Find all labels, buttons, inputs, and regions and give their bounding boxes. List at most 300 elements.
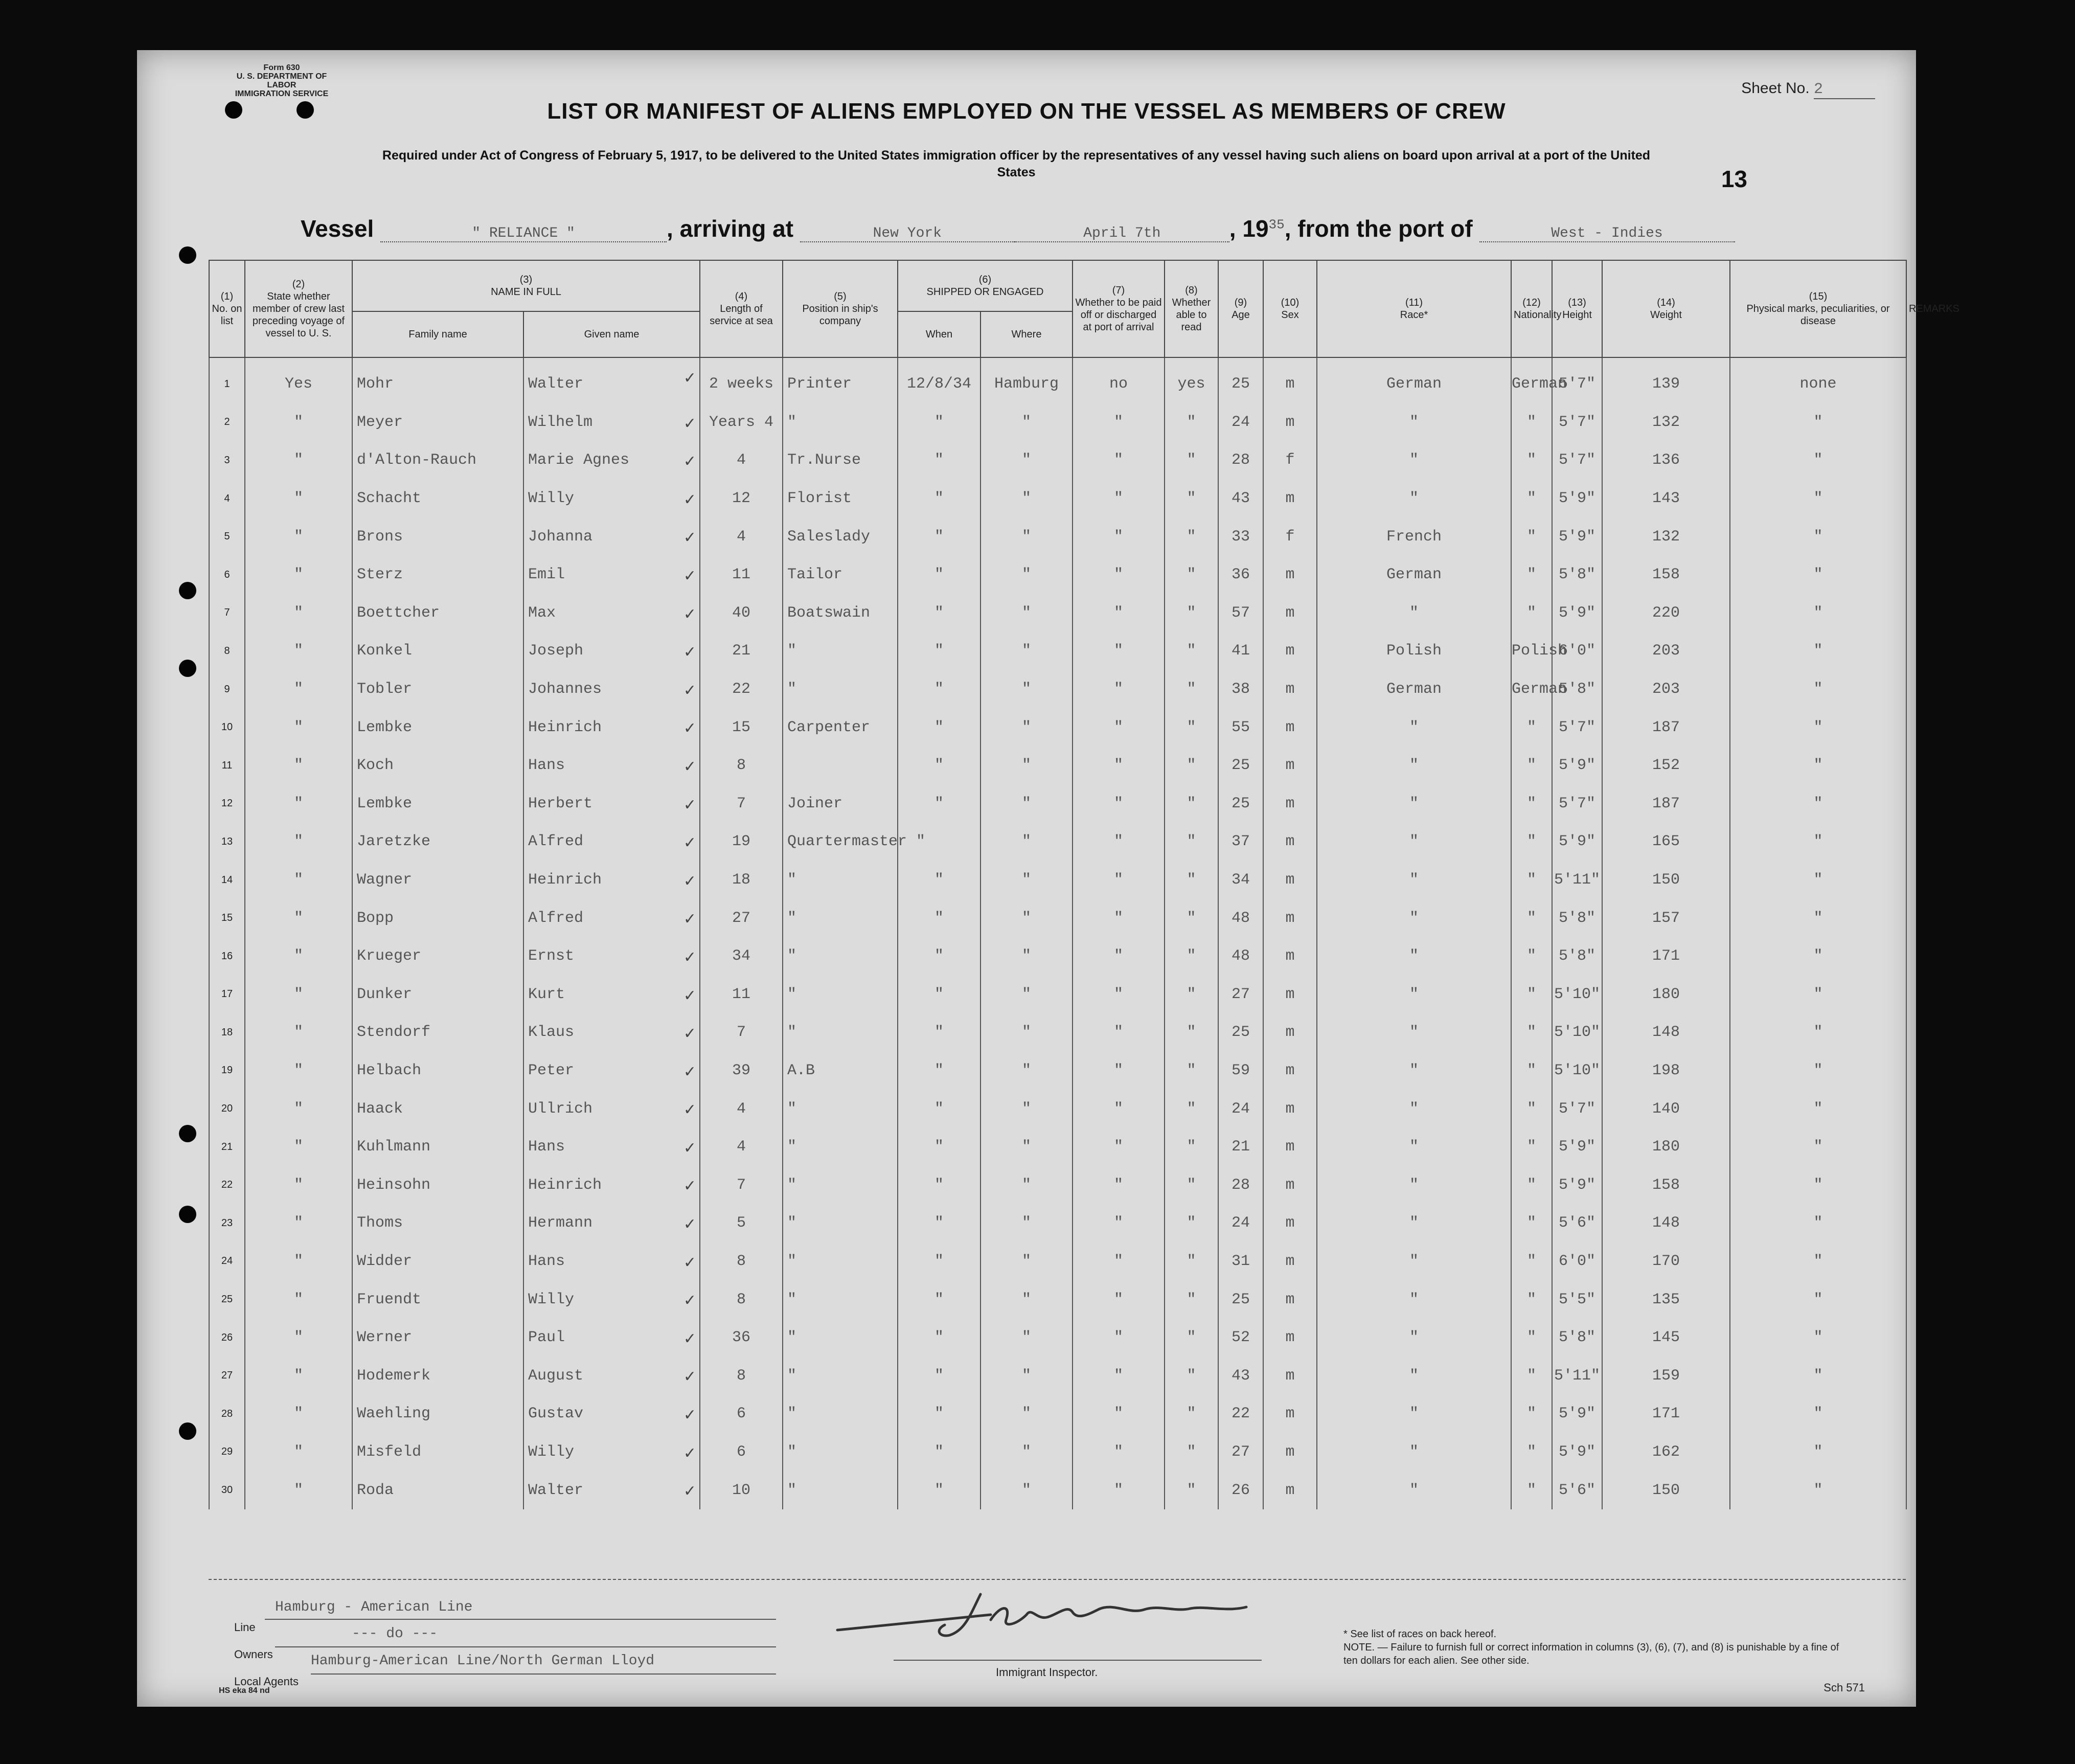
when-cell: "	[898, 480, 981, 518]
where-cell: "	[981, 670, 1073, 709]
family-cell: Jaretzke	[352, 823, 523, 861]
age-cell: 34	[1218, 861, 1263, 899]
family-cell: Heinsohn	[352, 1166, 523, 1204]
height-cell: 5'8"	[1552, 937, 1602, 976]
nationality-cell: "	[1511, 1090, 1552, 1128]
nationality-cell: "	[1511, 1280, 1552, 1319]
penalty-note: NOTE. — Failure to furnish full or correct information in columns (3), (6), (7), and (8) is punishable by a fine of ten dollars for each alien. See other side.	[1343, 1642, 1839, 1666]
table-header: (1) No. on list (2) State whether member of crew last preceding voyage of vessel to U. S. (3) NAME IN FULL (4) Length of service at sea (5) Position in ship's company (6) SHIPPED OR ENGAGED (7) Whether to be paid off or discharged at port of arrival (8) Whether able to read (9) Age (10) Sex (11) Race* (12) Nationality (13) Height (14) Weight (15) Physical marks, peculiarities, or disease REMARKS Family name Given name When Where	[209, 260, 1906, 357]
service-cell: 39	[700, 1052, 783, 1090]
prev-cell: "	[245, 747, 352, 785]
no-cell: 11	[209, 747, 245, 785]
family-cell: Widder	[352, 1242, 523, 1281]
position-cell: "	[783, 1471, 898, 1509]
sex-cell: m	[1263, 670, 1317, 709]
service-cell: 18	[700, 861, 783, 899]
family-cell: Tobler	[352, 670, 523, 709]
when-cell: "	[898, 1356, 981, 1395]
given-cell: Herbert ✓	[523, 785, 700, 823]
family-cell: Mohr	[352, 357, 523, 403]
given-cell: Wilhelm ✓	[523, 403, 700, 442]
sheet-label: Sheet No.	[1741, 80, 1810, 97]
weight-cell: 150	[1602, 861, 1730, 899]
table-row	[209, 632, 1906, 670]
prev-cell: "	[245, 1242, 352, 1281]
position-cell: "	[783, 670, 898, 709]
table-row	[209, 1319, 1906, 1357]
paid-cell: "	[1073, 1242, 1165, 1281]
given-cell: Marie Agnes ✓	[523, 441, 700, 480]
year-prefix: , 19	[1229, 215, 1269, 242]
age-cell: 25	[1218, 1280, 1263, 1319]
paid-cell: "	[1073, 1356, 1165, 1395]
when-cell: "	[898, 1319, 981, 1357]
service-cell: 7	[700, 1166, 783, 1204]
no-cell: 26	[209, 1319, 245, 1357]
service-cell: 19	[700, 823, 783, 861]
where-cell: "	[981, 1280, 1073, 1319]
family-cell: Schacht	[352, 480, 523, 518]
inspector-underline	[894, 1660, 1262, 1661]
given-cell: Hermann ✓	[523, 1204, 700, 1242]
nationality-cell: "	[1511, 441, 1552, 480]
family-cell: Fruendt	[352, 1280, 523, 1319]
agents-value: Hamburg-American Line/North German Lloyd	[311, 1653, 655, 1669]
position-cell: "	[783, 1395, 898, 1433]
prev-cell: "	[245, 1052, 352, 1090]
position-cell: Carpenter	[783, 708, 898, 747]
table-row	[209, 517, 1906, 556]
service-cell: 11	[700, 976, 783, 1014]
weight-cell: 150	[1602, 1471, 1730, 1509]
paid-cell: "	[1073, 670, 1165, 709]
check-mark-icon: ✓	[683, 1139, 696, 1157]
given-cell: Joseph ✓	[523, 632, 700, 670]
when-cell: "	[898, 708, 981, 747]
inspector-label: Immigrant Inspector.	[996, 1666, 1098, 1679]
sheet-number	[1741, 80, 1875, 99]
when-cell: "	[898, 1090, 981, 1128]
col-header-service: (4) Length of service at sea	[700, 260, 783, 357]
punch-hole	[225, 101, 242, 119]
paid-cell: "	[1073, 823, 1165, 861]
weight-cell: 171	[1602, 937, 1730, 976]
marks-cell: "	[1730, 1166, 1906, 1204]
given-cell: Ernst ✓	[523, 937, 700, 976]
service-cell: 4	[700, 1128, 783, 1166]
table-row	[209, 441, 1906, 480]
inspector-signature	[827, 1584, 1318, 1645]
weight-cell: 180	[1602, 1128, 1730, 1166]
table-row	[209, 556, 1906, 594]
race-cell: "	[1317, 1204, 1511, 1242]
nationality-cell: "	[1511, 823, 1552, 861]
age-cell: 55	[1218, 708, 1263, 747]
paid-cell: "	[1073, 480, 1165, 518]
age-cell: 27	[1218, 976, 1263, 1014]
height-cell: 5'7"	[1552, 708, 1602, 747]
when-cell: "	[898, 1166, 981, 1204]
sex-cell: m	[1263, 1433, 1317, 1472]
weight-cell: 158	[1602, 1166, 1730, 1204]
when-cell: "	[898, 1433, 981, 1472]
marks-cell: "	[1730, 1128, 1906, 1166]
prev-cell: "	[245, 1013, 352, 1052]
family-cell: Bopp	[352, 899, 523, 937]
when-cell: "	[898, 556, 981, 594]
height-cell: 5'7"	[1552, 441, 1602, 480]
when-cell: "	[898, 670, 981, 709]
no-cell: 8	[209, 632, 245, 670]
table-row	[209, 747, 1906, 785]
paid-cell: "	[1073, 747, 1165, 785]
service-cell: 8	[700, 1242, 783, 1281]
table-row	[209, 937, 1906, 976]
paid-cell: no	[1073, 357, 1165, 403]
height-cell: 5'10"	[1552, 1013, 1602, 1052]
service-cell: 4	[700, 517, 783, 556]
marks-cell: "	[1730, 1471, 1906, 1509]
age-cell: 22	[1218, 1395, 1263, 1433]
age-cell: 48	[1218, 937, 1263, 976]
race-cell: "	[1317, 403, 1511, 442]
crew-table	[209, 260, 1959, 1509]
where-cell: "	[981, 1319, 1073, 1357]
service-cell: 8	[700, 1356, 783, 1395]
race-cell: "	[1317, 1395, 1511, 1433]
read-cell: "	[1165, 403, 1218, 442]
nationality-cell: "	[1511, 1242, 1552, 1281]
service-name: IMMIGRATION SERVICE	[235, 89, 329, 98]
no-cell: 30	[209, 1471, 245, 1509]
table-row	[209, 1433, 1906, 1472]
prev-cell: "	[245, 976, 352, 1014]
when-cell: "	[898, 747, 981, 785]
given-cell: August ✓	[523, 1356, 700, 1395]
table-row	[209, 1204, 1906, 1242]
prev-cell: Yes	[245, 357, 352, 403]
where-cell: "	[981, 632, 1073, 670]
weight-cell: 145	[1602, 1319, 1730, 1357]
no-cell: 13	[209, 823, 245, 861]
service-cell: 5	[700, 1204, 783, 1242]
family-cell: Werner	[352, 1319, 523, 1357]
paid-cell: "	[1073, 441, 1165, 480]
height-cell: 5'10"	[1552, 1052, 1602, 1090]
no-cell: 19	[209, 1052, 245, 1090]
read-cell: "	[1165, 1052, 1218, 1090]
prev-cell: "	[245, 594, 352, 632]
prev-cell: "	[245, 403, 352, 442]
position-cell: Boatswain	[783, 594, 898, 632]
footnote	[1343, 1627, 1855, 1667]
weight-cell: 143	[1602, 480, 1730, 518]
owners-label: Owners	[234, 1648, 273, 1661]
position-cell: "	[783, 861, 898, 899]
when-cell: "	[898, 1128, 981, 1166]
form-code: HS eka 84 nd	[219, 1686, 270, 1695]
sheet-number-value: 2	[1814, 81, 1875, 99]
check-mark-icon: ✓	[683, 1482, 696, 1501]
given-cell: Heinrich ✓	[523, 708, 700, 747]
table-row	[209, 403, 1906, 442]
position-cell: Saleslady	[783, 517, 898, 556]
from-port-label: , from the port of	[1284, 215, 1473, 242]
sex-cell: m	[1263, 1242, 1317, 1281]
position-cell: Printer	[783, 357, 898, 403]
height-cell: 5'9"	[1552, 480, 1602, 518]
when-cell: "	[898, 1013, 981, 1052]
prev-cell: "	[245, 1204, 352, 1242]
marks-cell: "	[1730, 937, 1906, 976]
race-cell: "	[1317, 1433, 1511, 1472]
height-cell: 5'6"	[1552, 1471, 1602, 1509]
height-cell: 5'9"	[1552, 1128, 1602, 1166]
service-cell: 10	[700, 1471, 783, 1509]
prev-cell: "	[245, 823, 352, 861]
race-cell: "	[1317, 861, 1511, 899]
given-cell: Alfred ✓	[523, 823, 700, 861]
family-cell: Koch	[352, 747, 523, 785]
given-cell: Willy ✓	[523, 480, 700, 518]
weight-cell: 159	[1602, 1356, 1730, 1395]
read-cell: "	[1165, 594, 1218, 632]
family-cell: Lembke	[352, 785, 523, 823]
paid-cell: "	[1073, 899, 1165, 937]
sex-cell: m	[1263, 861, 1317, 899]
height-cell: 5'7"	[1552, 403, 1602, 442]
prev-cell: "	[245, 1471, 352, 1509]
where-cell: "	[981, 861, 1073, 899]
table-row	[209, 1166, 1906, 1204]
given-cell: Klaus ✓	[523, 1013, 700, 1052]
paid-cell: "	[1073, 1090, 1165, 1128]
nationality-cell: "	[1511, 517, 1552, 556]
family-cell: Krueger	[352, 937, 523, 976]
no-cell: 1	[209, 357, 245, 403]
weight-cell: 180	[1602, 976, 1730, 1014]
position-cell: "	[783, 1090, 898, 1128]
position-cell	[783, 747, 898, 785]
position-cell: "	[783, 1204, 898, 1242]
prev-cell: "	[245, 861, 352, 899]
nationality-cell: "	[1511, 556, 1552, 594]
paid-cell: "	[1073, 785, 1165, 823]
where-cell: "	[981, 403, 1073, 442]
marks-cell: "	[1730, 556, 1906, 594]
marks-cell: "	[1730, 632, 1906, 670]
position-cell: "	[783, 1166, 898, 1204]
line-underline	[265, 1619, 776, 1620]
weight-cell: 136	[1602, 441, 1730, 480]
arriving-port: New York	[800, 225, 1015, 242]
table-body	[209, 357, 1906, 1509]
check-mark-icon: ✓	[683, 490, 696, 509]
prev-cell: "	[245, 1356, 352, 1395]
table-row	[209, 861, 1906, 899]
nationality-cell: "	[1511, 1052, 1552, 1090]
check-mark-icon: ✓	[683, 1025, 696, 1043]
nationality-cell: "	[1511, 1319, 1552, 1357]
read-cell: "	[1165, 441, 1218, 480]
where-cell: "	[981, 785, 1073, 823]
position-cell: "	[783, 937, 898, 976]
col-header-read: (8) Whether able to read	[1165, 260, 1218, 357]
read-cell: "	[1165, 1090, 1218, 1128]
when-cell: "	[898, 517, 981, 556]
given-cell: Gustav ✓	[523, 1395, 700, 1433]
vessel-line	[301, 215, 1735, 253]
position-cell: "	[783, 1242, 898, 1281]
prev-cell: "	[245, 670, 352, 709]
marks-cell: "	[1730, 441, 1906, 480]
height-cell: 5'8"	[1552, 1319, 1602, 1357]
given-cell: Johanna ✓	[523, 517, 700, 556]
when-cell: "	[898, 1471, 981, 1509]
race-cell: "	[1317, 1128, 1511, 1166]
weight-cell: 170	[1602, 1242, 1730, 1281]
prev-cell: "	[245, 556, 352, 594]
nationality-cell: "	[1511, 899, 1552, 937]
age-cell: 37	[1218, 823, 1263, 861]
no-cell: 10	[209, 708, 245, 747]
where-cell: "	[981, 1471, 1073, 1509]
check-mark-icon: ✓	[683, 643, 696, 662]
prev-cell: "	[245, 1280, 352, 1319]
height-cell: 5'10"	[1552, 976, 1602, 1014]
age-cell: 31	[1218, 1242, 1263, 1281]
no-cell: 6	[209, 556, 245, 594]
race-cell: "	[1317, 823, 1511, 861]
nationality-cell: "	[1511, 1471, 1552, 1509]
marks-cell: "	[1730, 517, 1906, 556]
age-cell: 38	[1218, 670, 1263, 709]
position-cell: "	[783, 1128, 898, 1166]
no-cell: 12	[209, 785, 245, 823]
age-cell: 41	[1218, 632, 1263, 670]
race-cell: "	[1317, 785, 1511, 823]
no-cell: 2	[209, 403, 245, 442]
punch-hole	[179, 660, 196, 677]
weight-cell: 203	[1602, 632, 1730, 670]
nationality-cell: "	[1511, 1013, 1552, 1052]
read-cell: "	[1165, 1280, 1218, 1319]
family-cell: Kuhlmann	[352, 1128, 523, 1166]
department-block	[223, 63, 340, 98]
given-cell: Peter ✓	[523, 1052, 700, 1090]
race-footnote: * See list of races on back hereof.	[1343, 1629, 1497, 1640]
prev-cell: "	[245, 1395, 352, 1433]
check-mark-icon: ✓	[683, 986, 696, 1005]
prev-cell: "	[245, 899, 352, 937]
service-cell: 11	[700, 556, 783, 594]
weight-cell: 157	[1602, 899, 1730, 937]
race-cell: Polish	[1317, 632, 1511, 670]
where-cell: "	[981, 937, 1073, 976]
paid-cell: "	[1073, 1319, 1165, 1357]
height-cell: 5'8"	[1552, 556, 1602, 594]
check-mark-icon: ✓	[683, 1329, 696, 1348]
punch-hole	[179, 1206, 196, 1223]
read-cell: "	[1165, 1013, 1218, 1052]
table-row	[209, 480, 1906, 518]
marks-cell: "	[1730, 1090, 1906, 1128]
given-cell: Hans ✓	[523, 1242, 700, 1281]
where-cell: "	[981, 1090, 1073, 1128]
table-row	[209, 1395, 1906, 1433]
col-header-marks: (15) Physical marks, peculiarities, or disease	[1730, 260, 1906, 357]
table-row	[209, 670, 1906, 709]
check-mark-icon: ✓	[683, 948, 696, 966]
height-cell: 5'7"	[1552, 785, 1602, 823]
paid-cell: "	[1073, 594, 1165, 632]
family-cell: d'Alton-Rauch	[352, 441, 523, 480]
read-cell: yes	[1165, 357, 1218, 403]
check-mark-icon: ✓	[683, 1406, 696, 1424]
read-cell: "	[1165, 1166, 1218, 1204]
where-cell: "	[981, 708, 1073, 747]
weight-cell: 152	[1602, 747, 1730, 785]
height-cell: 5'9"	[1552, 1166, 1602, 1204]
marks-cell: "	[1730, 899, 1906, 937]
service-cell: 6	[700, 1433, 783, 1472]
race-cell: "	[1317, 1280, 1511, 1319]
prev-cell: "	[245, 708, 352, 747]
when-cell: "	[898, 937, 981, 976]
race-cell: "	[1317, 480, 1511, 518]
height-cell: 5'9"	[1552, 594, 1602, 632]
service-cell: 15	[700, 708, 783, 747]
read-cell: "	[1165, 1433, 1218, 1472]
punch-hole	[179, 582, 196, 599]
weight-cell: 220	[1602, 594, 1730, 632]
service-cell: 4	[700, 1090, 783, 1128]
race-cell: "	[1317, 441, 1511, 480]
prev-cell: "	[245, 441, 352, 480]
year-suffix: 35	[1268, 217, 1285, 233]
paid-cell: "	[1073, 556, 1165, 594]
prev-cell: "	[245, 632, 352, 670]
col-header-shipped: (6) SHIPPED OR ENGAGED	[898, 260, 1073, 311]
nationality-cell: "	[1511, 1166, 1552, 1204]
age-cell: 24	[1218, 1090, 1263, 1128]
page-number: 13	[1721, 166, 1747, 192]
race-cell: "	[1317, 1052, 1511, 1090]
check-mark-icon: ✓	[683, 605, 696, 623]
height-cell: 5'11"	[1552, 1356, 1602, 1395]
no-cell: 23	[209, 1204, 245, 1242]
check-mark-icon: ✓	[683, 1177, 696, 1195]
marks-cell: "	[1730, 403, 1906, 442]
position-cell: Joiner	[783, 785, 898, 823]
position-cell: "	[783, 1356, 898, 1395]
position-cell: "	[783, 976, 898, 1014]
no-cell: 18	[209, 1013, 245, 1052]
marks-cell: "	[1730, 1356, 1906, 1395]
race-cell: "	[1317, 708, 1511, 747]
nationality-cell: Polish	[1511, 632, 1552, 670]
when-cell: "	[898, 441, 981, 480]
race-cell: "	[1317, 1166, 1511, 1204]
service-cell: Years 4	[700, 403, 783, 442]
service-cell: 8	[700, 747, 783, 785]
table-row	[209, 1242, 1906, 1281]
given-cell: Kurt ✓	[523, 976, 700, 1014]
sex-cell: f	[1263, 441, 1317, 480]
nationality-cell: "	[1511, 1395, 1552, 1433]
sex-cell: m	[1263, 823, 1317, 861]
marks-cell: "	[1730, 1242, 1906, 1281]
